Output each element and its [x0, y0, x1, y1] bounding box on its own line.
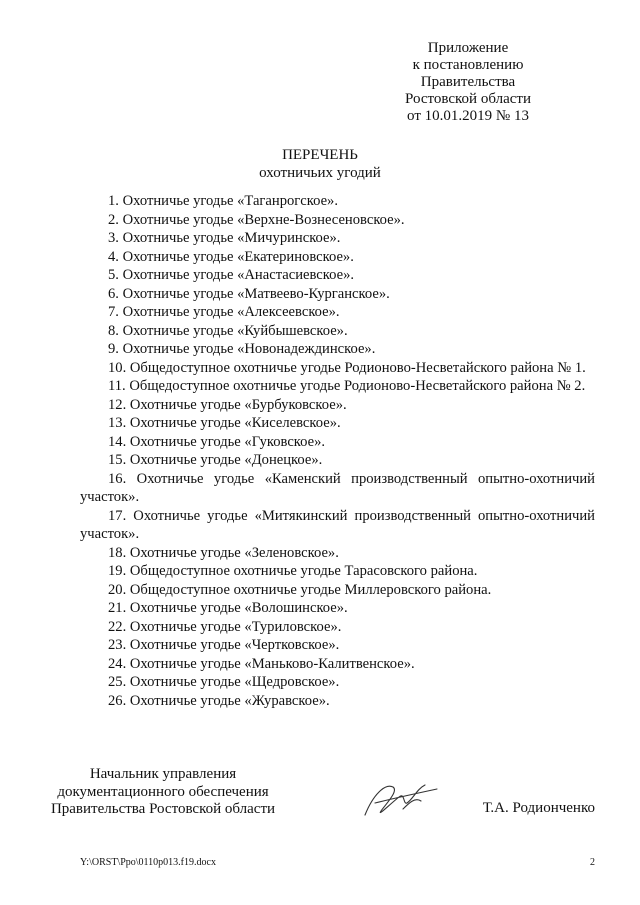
- appendix-header: [373, 40, 563, 125]
- list-item: 9. Охотничье угодье «Новонадеждинское».: [108, 341, 376, 357]
- file-path: Y:\ORST\Ppo\0110p013.f19.docx: [80, 857, 216, 868]
- list-item: 24. Охотничье угодье «Маньково-Калитвенское».: [108, 655, 415, 672]
- list-item: 12. Охотничье угодье «Бурбуковское».: [108, 396, 347, 413]
- list-item: 14. Охотничье угодье «Гуковское».: [108, 433, 326, 450]
- document-subtitle: охотничьих угодий: [259, 165, 381, 181]
- list-item: 18. Охотничье угодье «Зеленовское».: [108, 544, 339, 561]
- document-title: ПЕРЕЧЕНЬ: [282, 147, 358, 163]
- signatory-name: Т.А. Родионченко: [482, 800, 595, 816]
- handwritten-signature: [355, 775, 445, 825]
- title-block: [0, 146, 640, 182]
- list-item: 13. Охотничье угодье «Киселевское».: [108, 415, 341, 431]
- signatory-position-line: Начальник управления: [89, 766, 237, 782]
- list-item: 19. Общедоступное охотничье угодье Тарасовского района.: [108, 563, 478, 579]
- signatory-position-line: документационного обеспечения: [57, 783, 269, 800]
- list-item: 6. Охотничье угодье «Матвеево-Курганское».: [108, 285, 390, 302]
- header-line: Ростовской области: [405, 91, 531, 107]
- hunting-grounds-list: [80, 192, 595, 710]
- page-number: 2: [590, 857, 595, 868]
- list-item: 10. Общедоступное охотничье угодье Родионово-Несветайского района № 1.: [108, 359, 586, 376]
- list-item: 8. Охотничье угодье «Куйбышевское».: [108, 322, 348, 339]
- signatory-position: [40, 766, 286, 819]
- list-item: 17. Охотничье угодье «Митякинский производственный опытно-охотничий участок».: [80, 507, 595, 542]
- list-item: 3. Охотничье угодье «Мичуринское».: [108, 230, 341, 246]
- list-item: 20. Общедоступное охотничье угодье Миллеровского района.: [108, 581, 492, 598]
- list-item: 16. Охотничье угодье «Каменский производственный опытно-охотничий участок».: [80, 470, 595, 505]
- list-item: 2. Охотничье угодье «Верхне-Вознесеновское».: [108, 211, 405, 228]
- list-item: 5. Охотничье угодье «Анастасиевское».: [108, 267, 355, 283]
- list-item: 11. Общедоступное охотничье угодье Родионово-Несветайского района № 2.: [108, 378, 586, 394]
- list-item: 7. Охотничье угодье «Алексеевское».: [108, 304, 340, 320]
- list-item: 23. Охотничье угодье «Чертковское».: [108, 637, 340, 653]
- list-item: 15. Охотничье угодье «Донецкое».: [108, 452, 323, 468]
- list-item: 25. Охотничье угодье «Щедровское».: [108, 674, 340, 690]
- header-line: к постановлению: [412, 57, 524, 73]
- list-item: 4. Охотничье угодье «Екатериновское».: [108, 248, 354, 265]
- header-line: Приложение: [427, 40, 509, 56]
- list-item: 21. Охотничье угодье «Волошинское».: [108, 600, 348, 616]
- header-line: Правительства: [420, 74, 516, 90]
- header-line: от 10.01.2019 № 13: [407, 108, 529, 124]
- list-item: 1. Охотничье угодье «Таганрогское».: [108, 193, 339, 209]
- list-item: 26. Охотничье угодье «Журавское».: [108, 692, 330, 709]
- signatory-position-line: Правительства Ростовской области: [50, 801, 276, 817]
- list-item: 22. Охотничье угодье «Туриловское».: [108, 618, 342, 635]
